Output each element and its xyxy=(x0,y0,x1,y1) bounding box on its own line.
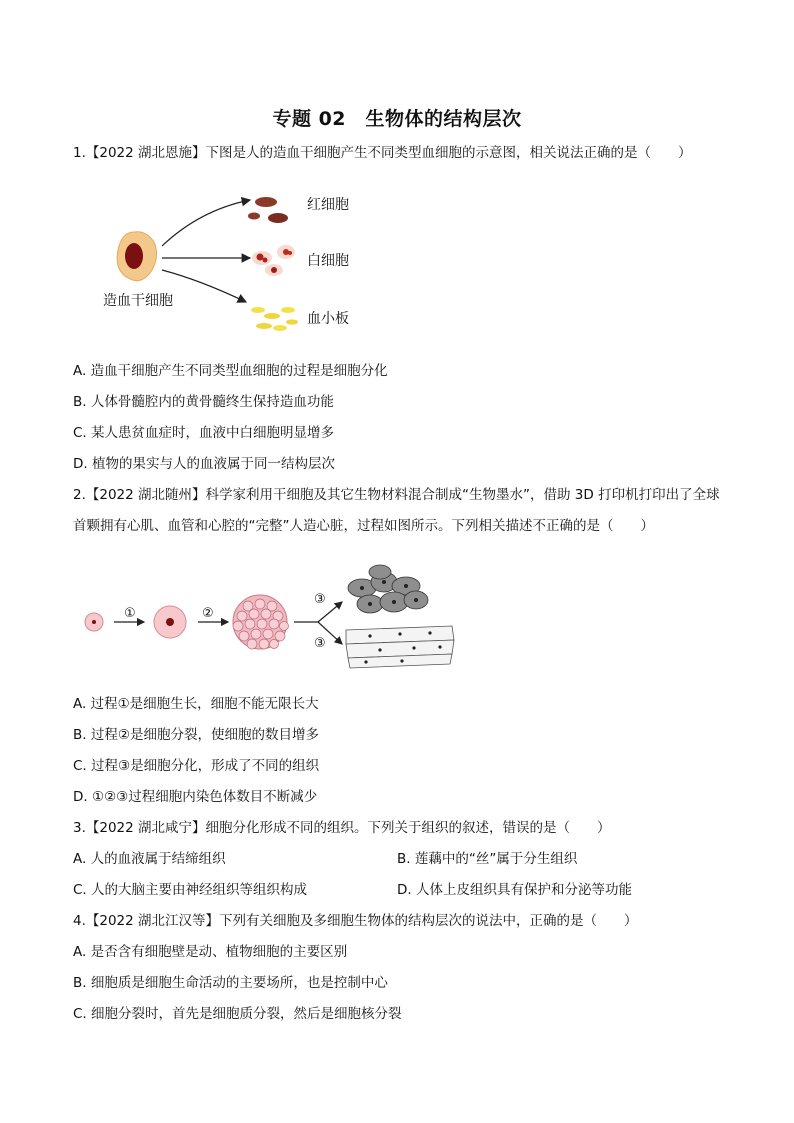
label-wbc: 白细胞 xyxy=(307,253,349,269)
label-stem-cell: 造血干细胞 xyxy=(103,293,173,309)
q2-figure xyxy=(80,560,480,670)
platelet-3 xyxy=(281,307,295,313)
label-step2: ② xyxy=(202,606,214,621)
cell-process-diagram xyxy=(80,560,480,670)
q1-option-b: B. 人体骨髓腔内的黄骨髓终生保持造血功能 xyxy=(73,394,334,410)
q1-option-a: A. 造血干细胞产生不同类型血细胞的过程是细胞分化 xyxy=(73,363,388,379)
platelet-5 xyxy=(273,325,287,331)
q2-option-b: B. 过程②是细胞分裂，使细胞的数目增多 xyxy=(73,727,319,743)
platelet-6 xyxy=(286,319,298,324)
q4-option-a: A. 是否含有细胞壁是动、植物细胞的主要区别 xyxy=(73,944,348,960)
q2-option-d: D. ①②③过程细胞内染色体数目不断减少 xyxy=(73,789,318,805)
q2-option-c: C. 过程③是细胞分化，形成了不同的组织 xyxy=(73,758,320,774)
platelet-4 xyxy=(256,323,272,329)
page-title: 专题 02 生物体的结构层次 xyxy=(272,108,522,130)
q4-stem: 4.【2022 湖北江汉等】下列有关细胞及多细胞生物体的结构层次的说法中，正确的是（ ） xyxy=(73,913,638,929)
q3-option-a: A. 人的血液属于结缔组织 xyxy=(73,851,226,867)
platelet-1 xyxy=(251,307,265,313)
rbc-2 xyxy=(268,213,288,223)
q4-option-b: B. 细胞质是细胞生命活动的主要场所，也是控制中心 xyxy=(73,975,388,991)
rbc-1 xyxy=(255,197,277,207)
q1-stem: 1.【2022 湖北恩施】下图是人的造血干细胞产生不同类型血细胞的示意图，相关说法正确的是（ ） xyxy=(73,145,692,161)
rbc-3 xyxy=(248,213,260,220)
q1-option-d: D. 植物的果实与人的血液属于同一结构层次 xyxy=(73,456,335,472)
q3-stem: 3.【2022 湖北咸宁】细胞分化形成不同的组织。下列关于组织的叙述，错误的是（ ） xyxy=(73,820,611,836)
arrow-to-platelet xyxy=(162,270,246,302)
cell-mass xyxy=(233,595,289,649)
q1-option-c: C. 某人患贫血症时，血液中白细胞明显增多 xyxy=(73,425,335,441)
q2-stem-line2: 首颗拥有心肌、血管和心腔的“完整”人造心脏，过程如图所示。下列相关描述不正确的是（ ） xyxy=(73,518,654,534)
stem-cell-nucleus xyxy=(125,243,143,269)
q2-option-a: A. 过程①是细胞生长，细胞不能无限长大 xyxy=(73,696,319,712)
tissue-lower xyxy=(346,626,454,668)
label-step1: ① xyxy=(124,606,136,621)
blood-cell-diagram xyxy=(100,180,420,340)
label-step3-lower: ③ xyxy=(314,636,326,651)
tissue-upper xyxy=(348,565,428,613)
q2-stem-line1: 2.【2022 湖北随州】科学家利用干细胞及其它生物材料混合制成“生物墨水”，借助 3D 打印机打印出了全球 xyxy=(73,487,720,503)
q3-option-d: D. 人体上皮组织具有保护和分泌等功能 xyxy=(397,882,632,898)
q3-option-b: B. 莲藕中的“丝”属于分生组织 xyxy=(397,851,578,867)
arrow-to-rbc xyxy=(162,200,250,246)
label-platelet: 血小板 xyxy=(307,311,349,327)
platelet-2 xyxy=(264,313,280,319)
label-rbc: 红细胞 xyxy=(307,197,349,213)
q1-figure xyxy=(100,180,420,340)
q3-option-c: C. 人的大脑主要由神经组织等组织构成 xyxy=(73,882,308,898)
q4-option-c: C. 细胞分裂时，首先是细胞质分裂，然后是细胞核分裂 xyxy=(73,1006,402,1022)
label-step3-upper: ③ xyxy=(314,592,326,607)
